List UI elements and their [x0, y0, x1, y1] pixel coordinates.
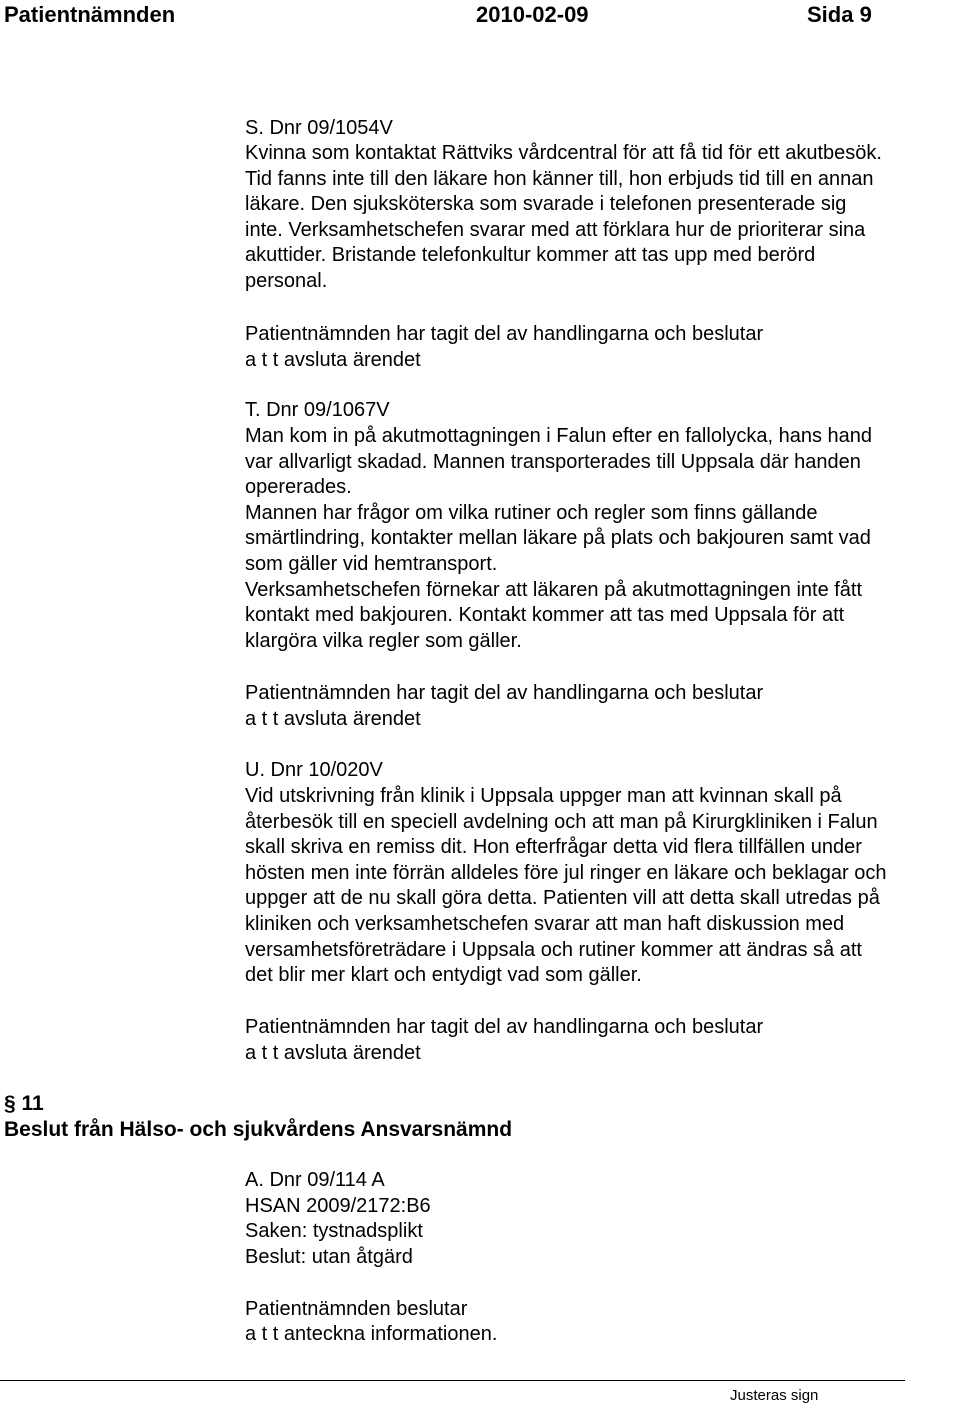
case-s-line: akuttider. Bristande telefonkultur kommer att tas upp med berörd [245, 244, 816, 267]
case-t-line: Verksamhetschefen förnekar att läkaren på akutmottagningen inte fått [245, 578, 863, 601]
case-t-line: smärtlindring, kontakter mellan läkare på plats och bakjouren samt vad [245, 527, 871, 550]
case-t-line: Man kom in på akutmottagningen i Falun efter en fallolycka, hans hand [245, 425, 873, 447]
case-s-decision-action: a t t avsluta ärendet [245, 349, 421, 371]
case-t-line: Mannen har frågor om vilka rutiner och regler som finns gällande [245, 501, 818, 524]
case-u-line: det blir mer klart och entydigt vad som gäller. [245, 964, 642, 987]
case-t-body [245, 424, 957, 654]
case-a-body [245, 1168, 957, 1270]
case-a-line: Saken: tystnadsplikt [245, 1220, 423, 1243]
case-u-decision-action: a t t avsluta ärendet [245, 1042, 421, 1064]
signature-line [0, 1380, 905, 1381]
case-t-decision-action: a t t avsluta ärendet [245, 708, 421, 730]
case-u-line: skall skriva en remiss dit. Hon efterfrågar detta vid flera tillfällen under [245, 836, 862, 859]
case-a-decision: Patientnämnden beslutar [245, 1298, 468, 1320]
case-s-body [245, 141, 957, 295]
case-u-line: Vid utskrivning från klinik i Uppsala uppger man att kvinnan skall på [245, 785, 842, 807]
case-t-line: opererades. [245, 476, 352, 499]
signature-label: Justeras sign [730, 1387, 819, 1404]
section-number: § 11 [4, 1092, 44, 1115]
case-s-id: S. Dnr 09/1054V [245, 117, 393, 139]
case-a-decision-action: a t t anteckna informationen. [245, 1323, 498, 1345]
case-t-line: kontakt med bakjouren. Kontakt kommer att tas med Uppsala för att [245, 604, 845, 627]
case-t-line: klargöra vilka regler som gäller. [245, 629, 522, 652]
header-date: 2010-02-09 [476, 2, 589, 27]
case-a-line: A. Dnr 09/114 A [245, 1169, 385, 1191]
case-t-line: som gäller vid hemtransport. [245, 552, 498, 575]
case-a-line: Beslut: utan åtgärd [245, 1245, 413, 1268]
case-s-line: inte. Verksamhetschefen svarar med att förklara hur de prioriterar sina [245, 218, 866, 241]
case-t-id: T. Dnr 09/1067V [245, 399, 390, 421]
header-page: Sida 9 [807, 2, 872, 27]
case-s-line: Tid fanns inte till den läkare hon känner till, hon erbjuds tid till en annan [245, 167, 874, 190]
case-s-decision: Patientnämnden har tagit del av handlingarna och beslutar [245, 323, 764, 345]
case-u-line: kliniken och verksamhetschefen svarar att man haft diskussion med [245, 912, 845, 935]
case-s-line: läkare. Den sjuksköterska som svarade i telefonen presenterade sig [245, 193, 847, 216]
case-u-line: uppger att de nu skall göra detta. Patienten vill att detta skall utredas på [245, 887, 880, 910]
case-u-decision: Patientnämnden har tagit del av handlingarna och beslutar [245, 1016, 764, 1038]
case-u-body [245, 784, 957, 989]
section-title: Beslut från Hälso- och sjukvårdens Ansvarsnämnd [4, 1118, 513, 1141]
case-u-line: versamhetsföreträdare i Uppsala och rutiner kommer att ändras så att [245, 938, 862, 961]
case-s-line: Kvinna som kontaktat Rättviks vårdcentral för att få tid för ett akutbesök. [245, 142, 882, 164]
case-t-decision: Patientnämnden har tagit del av handlingarna och beslutar [245, 682, 764, 704]
case-u-line: hösten men inte förrän alldeles före jul ringer en läkare och beklagar och [245, 861, 887, 884]
case-u-line: återbesök till en speciell avdelning och att man på Kirurgkliniken i Falun [245, 810, 878, 833]
case-t-line: var allvarligt skadad. Mannen transporterades till Uppsala där handen [245, 450, 861, 473]
case-s-line: personal. [245, 269, 328, 292]
case-u-id: U. Dnr 10/020V [245, 759, 383, 781]
case-a-line: HSAN 2009/2172:B6 [245, 1194, 431, 1217]
header-title: Patientnämnden [4, 2, 176, 27]
